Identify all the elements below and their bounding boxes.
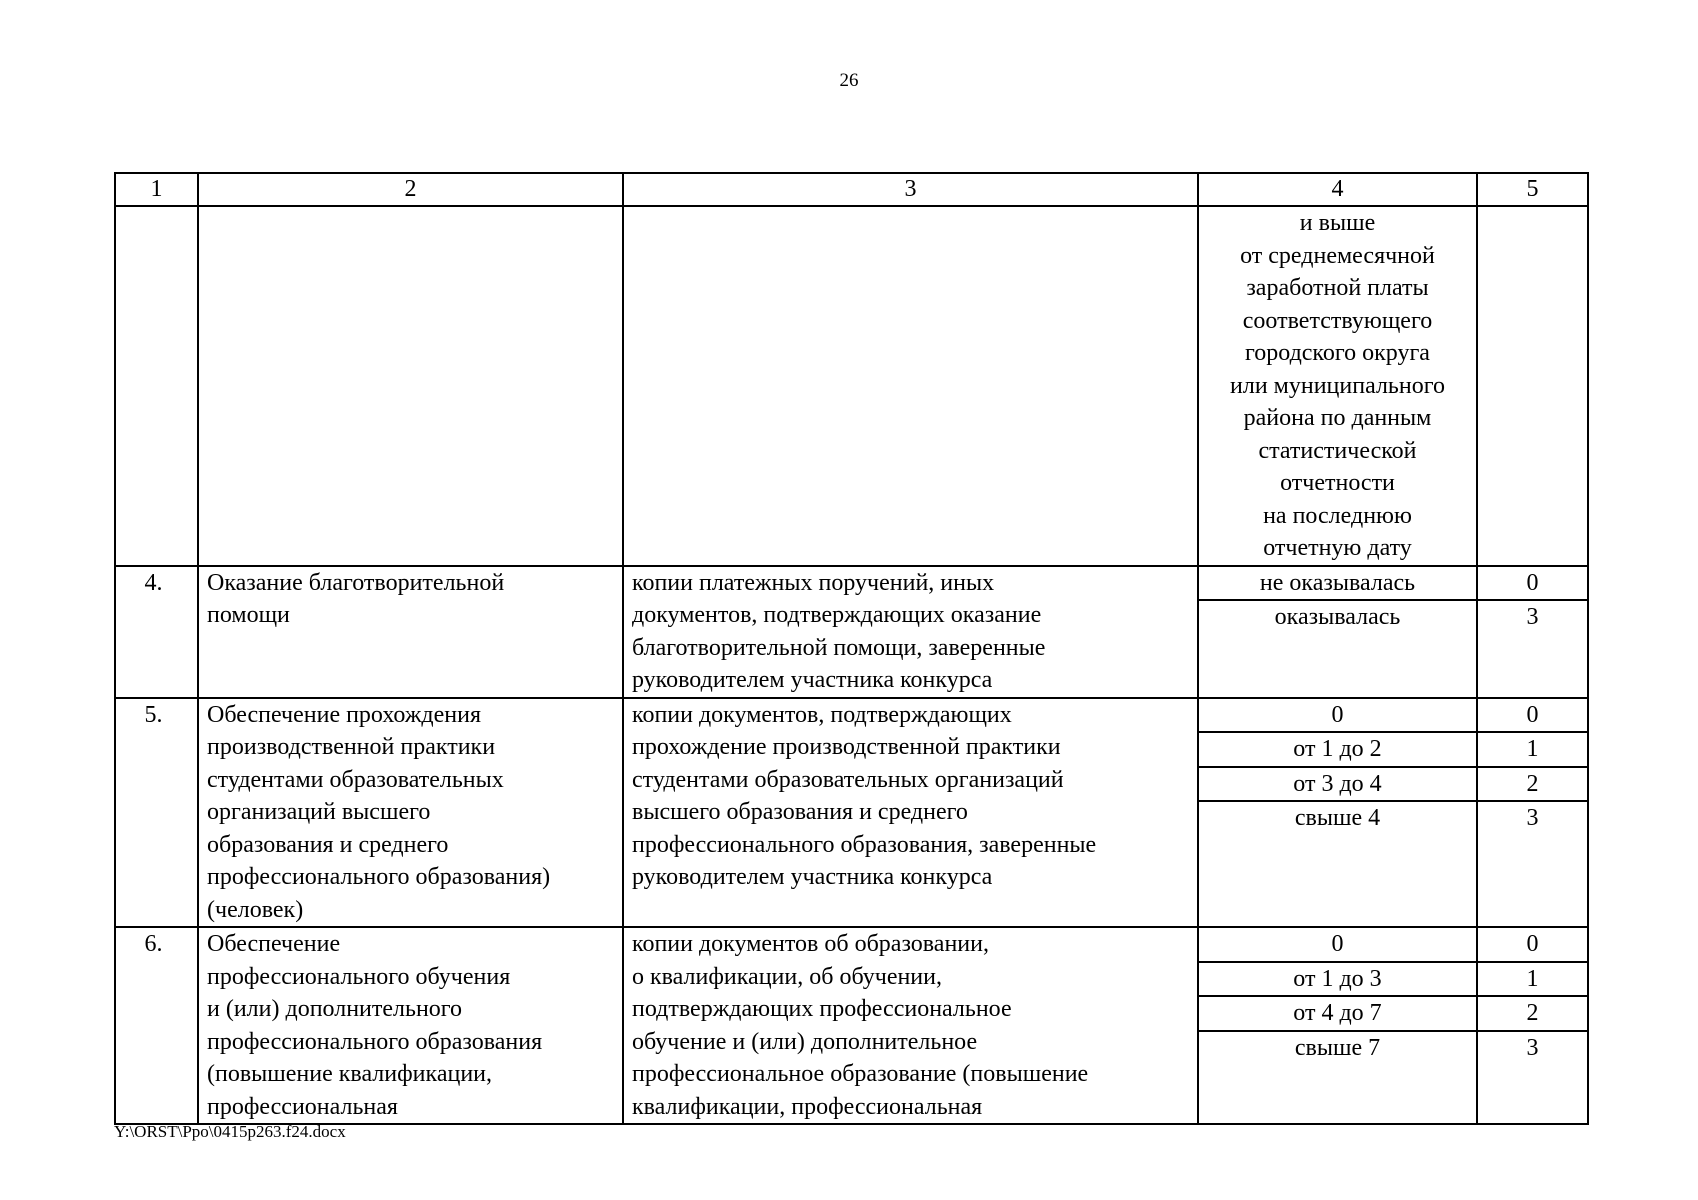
criterion: от 4 до 7 xyxy=(1199,997,1476,1032)
continuation-line: соответствующего xyxy=(1242,307,1433,334)
continuation-line: городского округа xyxy=(1245,340,1430,366)
row-number: 4. xyxy=(115,566,198,698)
indicator-name: Оказание благотворительной помощи xyxy=(198,566,623,698)
score: 3 xyxy=(1526,604,1539,630)
indicator-name: Обеспечение прохождения производственной практики студентами образовательных организаций высшего образования и среднего профессионального образования) (человек) xyxy=(198,698,623,928)
header-cell: 3 xyxy=(623,173,1198,206)
documents-cell: копии документов, подтверждающих прохождение производственной практики студентами образовательных организаций высшего образования и среднего профессионального образования, заверенные руководителем участника конкурса xyxy=(623,698,1198,928)
table-header-row xyxy=(115,173,1588,206)
table-row xyxy=(115,927,1588,1124)
indicator-name: Обеспечение профессионального обучения и (или) дополнительного профессионального образования (повышение квалификации, профессиональная xyxy=(198,927,623,1124)
header-cell: 4 xyxy=(1198,173,1477,206)
continuation-row xyxy=(115,206,1588,566)
documents-cell: копии платежных поручений, иных документов, подтверждающих оказание благотворительной помощи, заверенные руководителем участника конкурса xyxy=(623,566,1198,698)
table-row xyxy=(115,566,1588,698)
continuation-line: района по данным xyxy=(1243,405,1432,431)
criteria-table xyxy=(114,172,1589,1125)
score: 0 xyxy=(1478,567,1587,602)
score: 3 xyxy=(1526,805,1539,831)
footer-file-path: Y:\ORST\Ppo\0415p263.f24.docx xyxy=(114,1122,346,1141)
score: 3 xyxy=(1526,1034,1539,1061)
header-cell: 2 xyxy=(198,173,623,206)
criterion: свыше 7 xyxy=(1294,1034,1381,1061)
continuation-line: и выше xyxy=(1299,210,1376,236)
criterion: не оказывалась xyxy=(1199,567,1476,602)
continuation-line: отчетную дату xyxy=(1263,535,1412,561)
header-cell: 1 xyxy=(115,173,198,206)
criteria-cell xyxy=(1198,566,1477,698)
continuation-line: на последнюю xyxy=(1263,502,1412,529)
empty-cell xyxy=(1477,206,1588,566)
documents-cell: копии документов об образовании, о квалификации, об обучении, подтверждающих профессиональное обучение и (или) дополнительное профессиональное образование (повышение квалификации, профессиональная xyxy=(623,927,1198,1124)
table-row xyxy=(115,698,1588,928)
score-cell xyxy=(1477,698,1588,928)
continuation-criteria-cell xyxy=(1198,206,1477,566)
score: 0 xyxy=(1478,699,1587,734)
continuation-line: или муниципального xyxy=(1230,372,1445,399)
criteria-cell xyxy=(1198,927,1477,1124)
criterion: от 1 до 2 xyxy=(1199,733,1476,768)
page-number: 26 xyxy=(839,70,859,91)
score: 0 xyxy=(1478,928,1587,963)
criterion: от 3 до 4 xyxy=(1199,768,1476,803)
continuation-line: заработной платы xyxy=(1246,275,1429,301)
score-cell xyxy=(1477,566,1588,698)
continuation-line: отчетности xyxy=(1280,470,1395,496)
empty-cell xyxy=(198,206,623,566)
empty-cell xyxy=(115,206,198,566)
criterion: оказывалась xyxy=(1274,604,1401,630)
criterion: свыше 4 xyxy=(1294,805,1381,831)
criteria-cell xyxy=(1198,698,1477,928)
criterion: от 1 до 3 xyxy=(1199,963,1476,998)
score: 1 xyxy=(1478,733,1587,768)
score: 2 xyxy=(1478,997,1587,1032)
score: 1 xyxy=(1478,963,1587,998)
score: 2 xyxy=(1478,768,1587,803)
row-number: 6. xyxy=(115,927,198,1124)
row-number: 5. xyxy=(115,698,198,928)
criterion: 0 xyxy=(1199,699,1476,734)
criterion: 0 xyxy=(1199,928,1476,963)
empty-cell xyxy=(623,206,1198,566)
continuation-line: от среднемесячной xyxy=(1240,242,1435,269)
header-cell: 5 xyxy=(1477,173,1588,206)
score-cell xyxy=(1477,927,1588,1124)
continuation-line: статистической xyxy=(1258,437,1417,464)
